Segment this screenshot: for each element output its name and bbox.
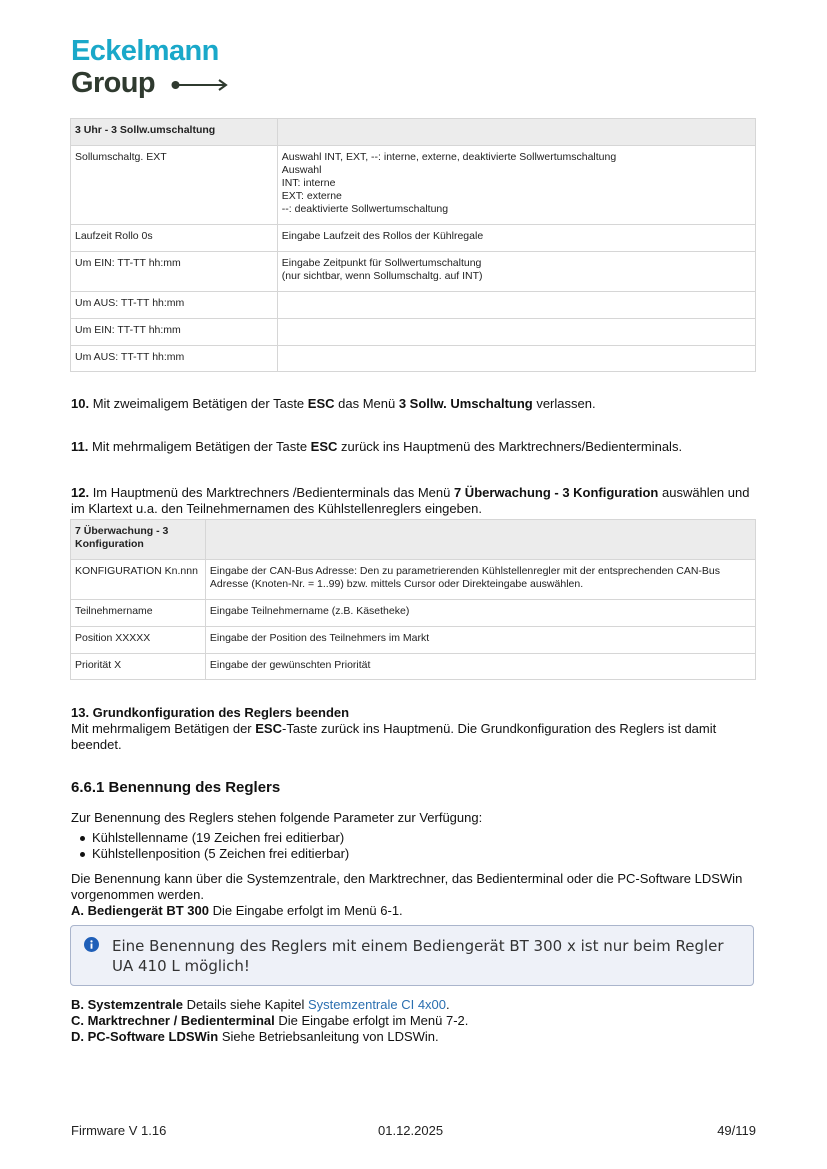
table-header-row: [71, 119, 756, 146]
param-name: Priorität X: [71, 654, 206, 680]
footer-page-number: 49/119: [717, 1123, 756, 1138]
param-name: Position XXXXX: [71, 627, 206, 654]
eckelmann-logo: [71, 37, 241, 101]
param-name: KONFIGURATION Kn.nnn: [71, 560, 206, 600]
parameter-list: [75, 830, 349, 862]
param-name: Um AUS: TT-TT hh:mm: [71, 292, 278, 319]
step-12: 12. Im Hauptmenü des Marktrechners /Bedienterminals das Menü 7 Überwachung - 3 Konfiguration auswählen und im Klartext u.a. den Teilnehmernamen des Kühlstellenreglers eingeben.: [71, 485, 750, 516]
param-description: Eingabe der gewünschten Priorität: [205, 654, 755, 680]
logo-eckelmann-text: Eckelmann: [71, 35, 219, 67]
logo-group-text: Group: [71, 67, 155, 99]
step-13: 13. Grundkonfiguration des Reglers beenden Mit mehrmaligem Betätigen der ESC-Taste zurück ins Hauptmenü. Die Grundkonfiguration des Reglers ist damit beendet.: [71, 705, 717, 752]
footer-firmware: Firmware V 1.16: [71, 1123, 167, 1138]
item-c-label: C. Marktrechner / Bedienterminal: [71, 1013, 275, 1028]
param-description: Eingabe der Position des Teilnehmers im Markt: [205, 627, 755, 654]
key-esc: ESC: [307, 396, 335, 411]
table-row: [71, 252, 756, 292]
table-row: [71, 654, 756, 680]
list-item: Kühlstellenposition (5 Zeichen frei editierbar): [75, 846, 349, 862]
table-row: [71, 292, 756, 319]
table-row: [71, 225, 756, 252]
table-header-empty: [205, 520, 755, 560]
table-row: [71, 560, 756, 600]
param-description: [277, 346, 755, 372]
param-description: [277, 319, 755, 346]
section-heading: 6.6.1 Benennung des Reglers: [71, 779, 281, 796]
item-list: B. Systemzentrale Details siehe Kapitel Systemzentrale CI 4x00. C. Marktrechner / Bedienterminal Die Eingabe erfolgt im Menü 7-2. D. PC-Software LDSWin Siehe Betriebsanleitung von LDSWin.: [71, 997, 469, 1044]
table-row: [71, 146, 756, 225]
item-d-label: D. PC-Software LDSWin: [71, 1029, 219, 1044]
param-description: Auswahl INT, EXT, --: interne, externe, deaktivierte Sollwertumschaltung Auswahl INT: interne EXT: externe --: deaktivierte Sollwertumschaltung: [277, 146, 755, 225]
sollwertumschaltung-table: [70, 118, 756, 372]
param-name: Um EIN: TT-TT hh:mm: [71, 319, 278, 346]
step-number: 12.: [71, 485, 90, 500]
step-number: 11.: [71, 439, 89, 454]
table-row: [71, 600, 756, 627]
table-row: [71, 346, 756, 372]
item-a-label: A. Bediengerät BT 300: [71, 903, 209, 918]
table-header: 3 Uhr - 3 Sollw.umschaltung: [71, 119, 278, 146]
menu-name: 7 Überwachung - 3 Konfiguration: [453, 485, 659, 500]
step-number: 10.: [71, 396, 90, 411]
table-header-row: [71, 520, 756, 560]
table-header-empty: [277, 119, 755, 146]
param-name: Sollumschaltg. EXT: [71, 146, 278, 225]
param-description: Eingabe der CAN-Bus Adresse: Den zu parametrierenden Kühlstellenregler mit der entsprechenden CAN-Bus Adresse (Knoten-Nr. = 1..99) bzw. mittels Cursor oder Direkteingabe auswählen.: [205, 560, 755, 600]
key-esc: ESC: [310, 439, 338, 454]
footer-date: 01.12.2025: [378, 1123, 444, 1138]
param-name: Um EIN: TT-TT hh:mm: [71, 252, 278, 292]
arrow-right-icon: [170, 77, 230, 93]
param-name: Teilnehmername: [71, 600, 206, 627]
table-row: [71, 627, 756, 654]
systemzentrale-link[interactable]: Systemzentrale CI 4x00: [308, 997, 447, 1012]
section-intro: Zur Benennung des Reglers stehen folgende Parameter zur Verfügung:: [71, 810, 483, 825]
section-paragraph: Die Benennung kann über die Systemzentrale, den Marktrechner, das Bedienterminal oder die PC-Software LDSWin vorgenommen werden. A. Bediengerät BT 300 Die Eingabe erfolgt im Menü 6-1.: [71, 871, 743, 918]
param-description: [277, 292, 755, 319]
table-row: [71, 319, 756, 346]
param-description: Eingabe Zeitpunkt für Sollwertumschaltung (nur sichtbar, wenn Sollumschaltg. auf INT): [277, 252, 755, 292]
param-name: Um AUS: TT-TT hh:mm: [71, 346, 278, 372]
info-icon: [84, 937, 99, 952]
konfiguration-table: [70, 519, 756, 680]
param-description: Eingabe Teilnehmername (z.B. Käsetheke): [205, 600, 755, 627]
info-note: [70, 925, 754, 986]
step-10: 10. Mit zweimaligem Betätigen der Taste ESC das Menü 3 Sollw. Umschaltung verlassen.: [71, 396, 596, 411]
param-description: Eingabe Laufzeit des Rollos der Kühlregale: [277, 225, 755, 252]
menu-name: 3 Sollw. Umschaltung: [398, 396, 533, 411]
list-item: Kühlstellenname (19 Zeichen frei editierbar): [75, 830, 349, 846]
item-b-label: B. Systemzentrale: [71, 997, 183, 1012]
key-esc: ESC: [255, 721, 282, 736]
step-13-title: 13. Grundkonfiguration des Reglers beenden: [71, 705, 350, 720]
table-header: 7 Überwachung - 3 Konfiguration: [71, 520, 206, 560]
param-name: Laufzeit Rollo 0s: [71, 225, 278, 252]
info-note-text: Eine Benennung des Reglers mit einem Bediengerät BT 300 x ist nur beim Regler UA 410 L möglich!: [112, 937, 724, 975]
step-11: 11. Mit mehrmaligem Betätigen der Taste ESC zurück ins Hauptmenü des Marktrechners/Bedienterminals.: [71, 439, 683, 454]
